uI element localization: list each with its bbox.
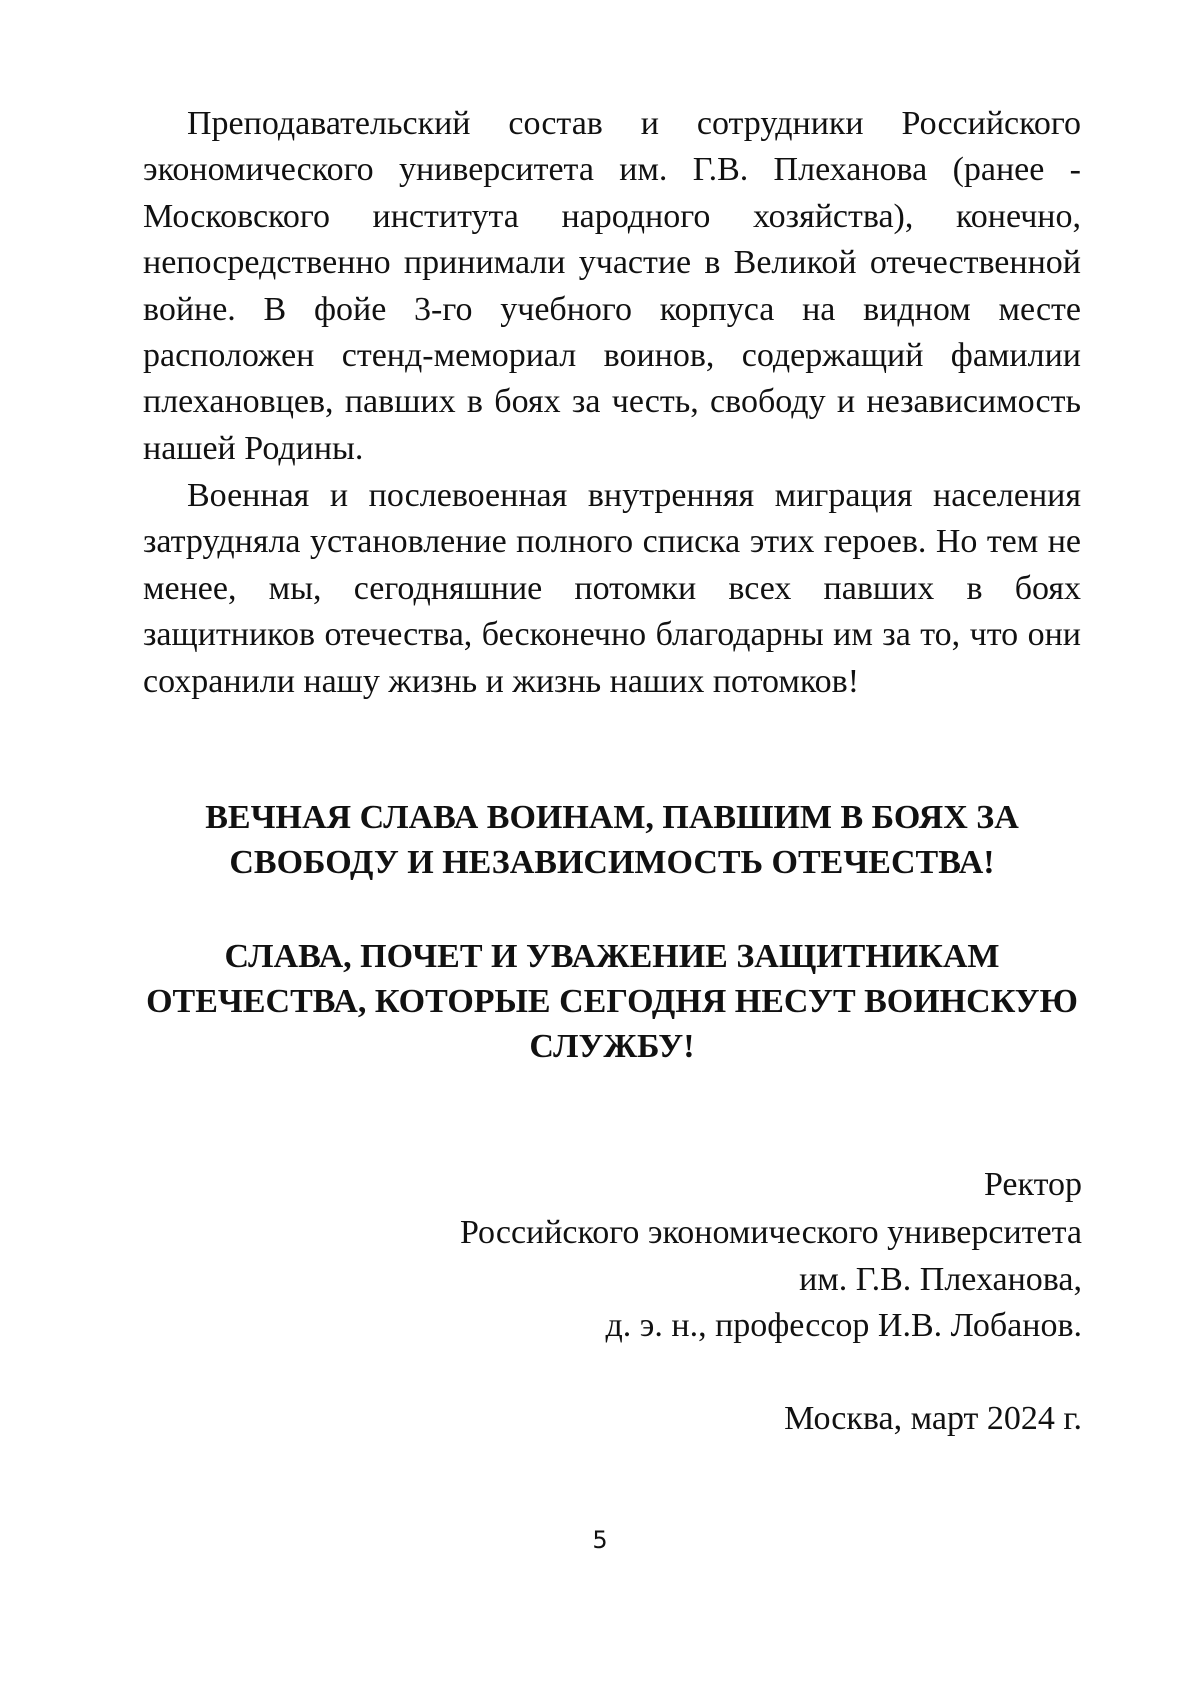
signature-organization: Российского экономического университета (459, 1214, 1082, 1251)
signature-university-name: им. Г.В. Плеханова, (799, 1261, 1082, 1298)
page-number: 5 (592, 1526, 608, 1554)
signature-person: д. э. н., профессор И.В. Лобанов. (605, 1307, 1082, 1344)
signature-title: Ректор (983, 1166, 1082, 1203)
slogan-honor-defenders: СЛАВА, ПОЧЕТ И УВАЖЕНИЕ ЗАЩИТНИКАМ ОТЕЧЕСТВА, КОТОРЫЕ СЕГОДНЯ НЕСУТ ВОИНСКУЮ СЛУЖБУ! (146, 938, 1078, 1065)
body-paragraph-staff-participation: Преподавательский состав и сотрудники Российского экономического университета им. Г.В. Плеханова (ранее - Московского института народного хозяйства), конечно, непосредственно принимали участие в Великой отечественной войне. В фойе 3-го учебного корпуса на видном месте расположен стенд-мемориал воинов, содержащий фамилии плехановцев, павших в боях за честь, свободу и независимость нашей Родины. (143, 105, 1081, 467)
body-paragraph-gratitude: Военная и послевоенная внутренняя миграция населения затрудняла установление полного списка этих героев. Но тем не менее, мы, сегодняшние потомки всех павших в боях защитников отечества, бесконечно благодарны им за то, что они сохранили нашу жизнь и жизнь наших потомков! (143, 477, 1081, 700)
slogan-eternal-glory: ВЕЧНАЯ СЛАВА ВОИНАМ, ПАВШИМ В БОЯХ ЗА СВОБОДУ И НЕЗАВИСИМОСТЬ ОТЕЧЕСТВА! (205, 799, 1019, 881)
signature-place-date: Москва, март 2024 г. (784, 1400, 1082, 1437)
